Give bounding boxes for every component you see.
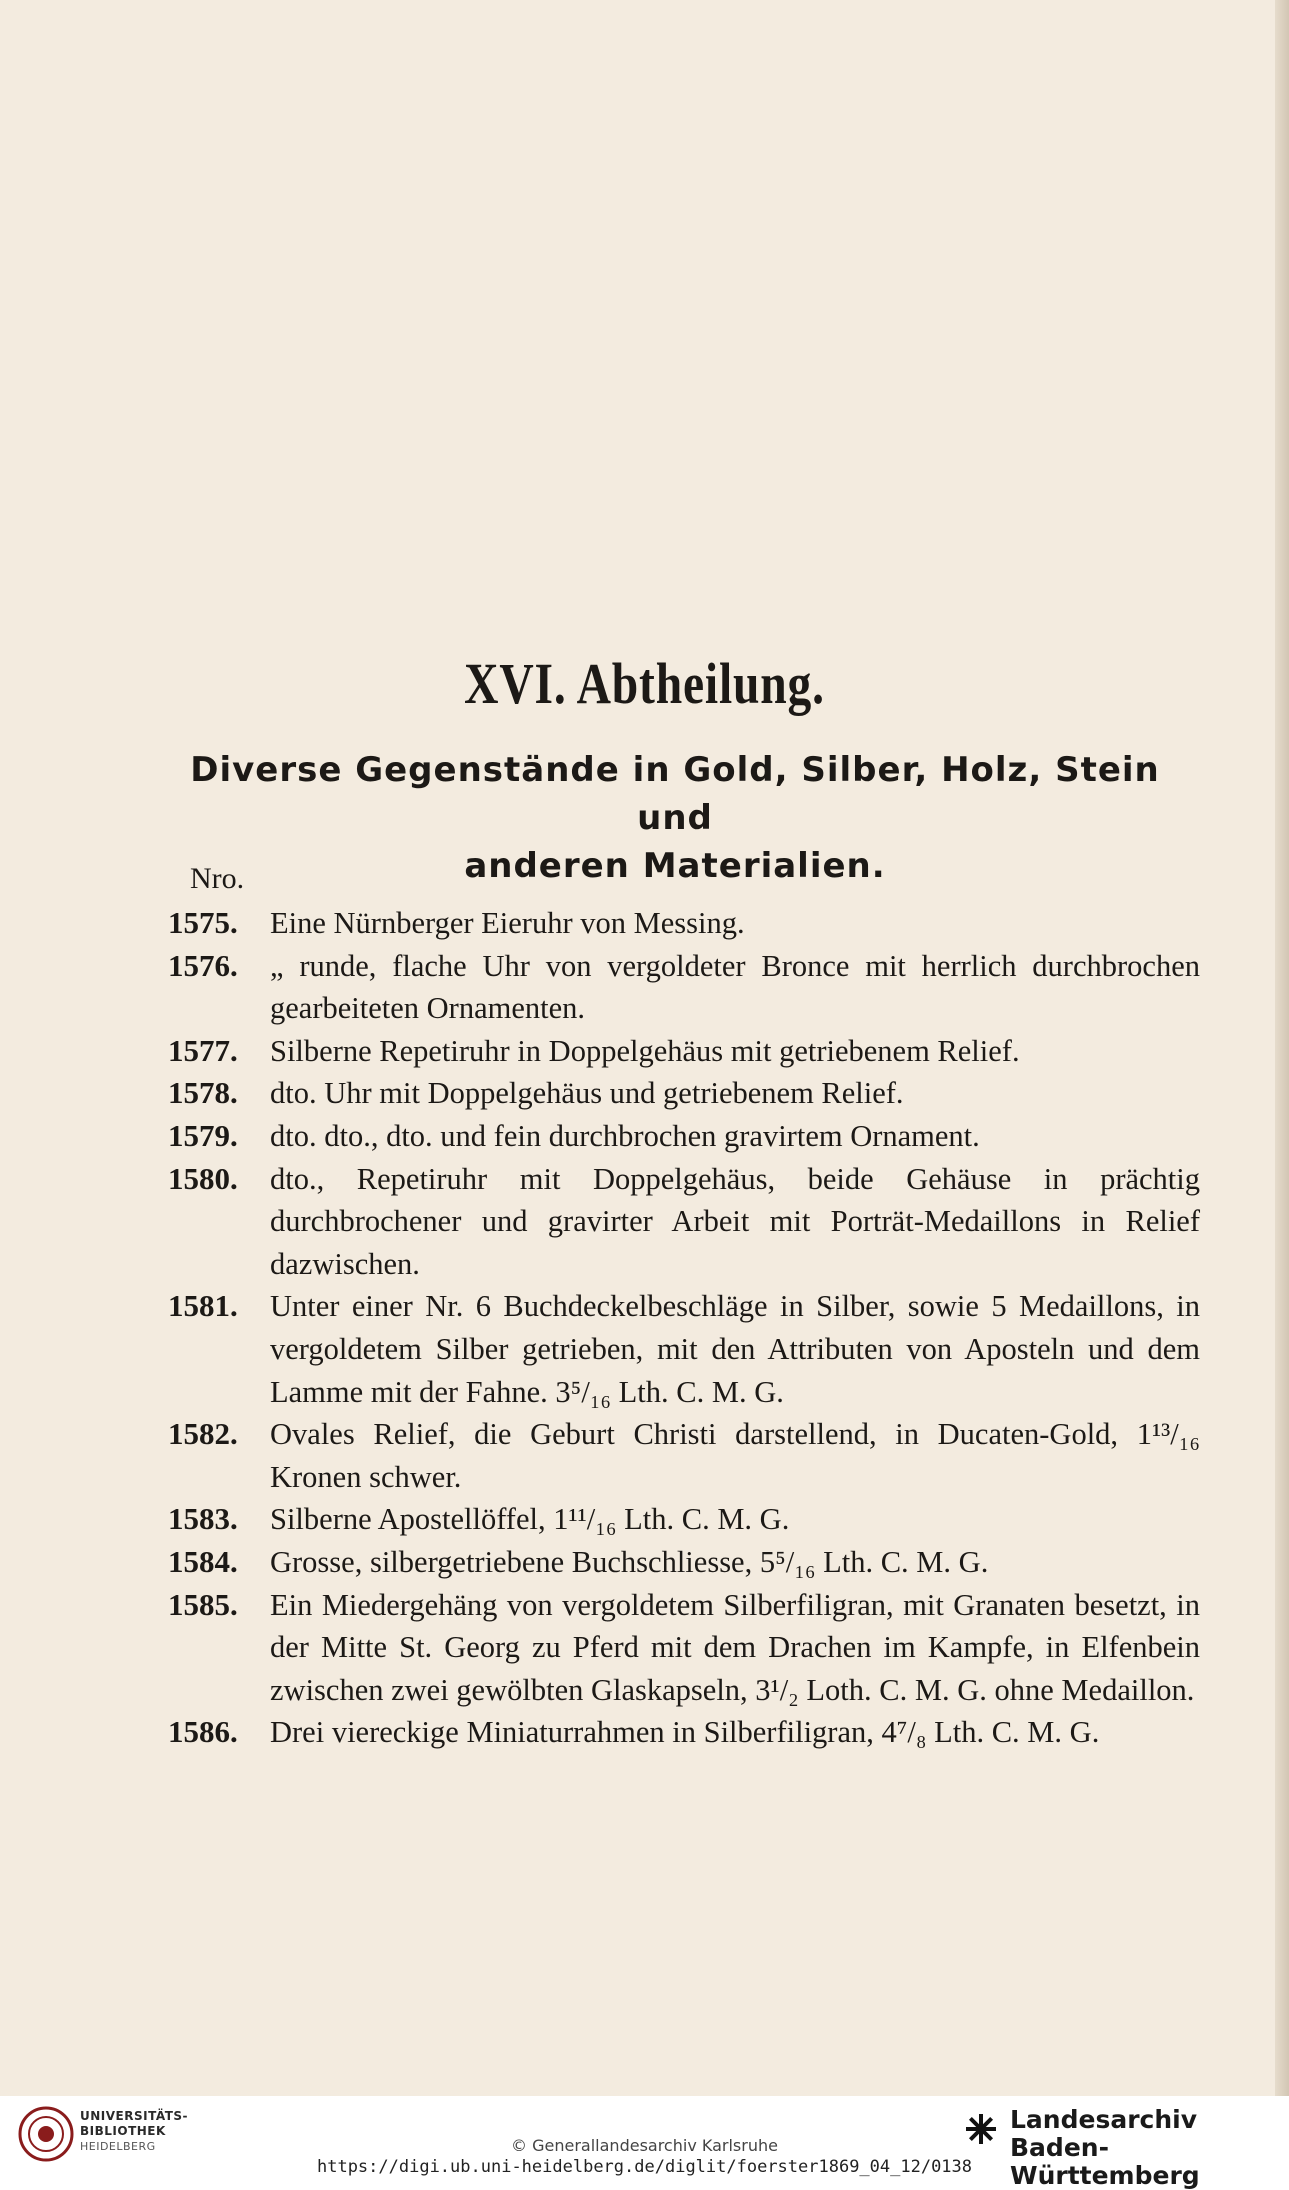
entry-description: „ runde, flache Uhr von vergoldeter Bronce mit herrlich durchbrochen gearbeiteten Ornamenten. xyxy=(270,948,1200,1026)
catalogue-entry xyxy=(168,1285,1200,1413)
landesarchiv-name xyxy=(1010,2106,1289,2190)
catalogue-entry xyxy=(168,1072,1200,1115)
entry-description: Grosse, silbergetriebene Buchschliesse, 5⁵/₁₆ Lth. C. M. G. xyxy=(270,1544,989,1579)
entry-number: 1584. xyxy=(168,1543,238,1579)
entry-number: 1575. xyxy=(168,905,238,940)
landesarchiv-line-1: Landesarchiv xyxy=(1010,2105,1198,2134)
entry-description: Unter einer Nr. 6 Buchdeckelbeschläge in Silber, sowie 5 Medaillons, in vergoldetem Silber getrieben, mit den Attributen von Aposteln und dem Lamme mit der Fahne. 3⁵/₁₆ Lth. C. M. G. xyxy=(270,1289,1200,1409)
entry-number: 1579. xyxy=(168,1117,238,1153)
copyright-notice: © Generallandesarchiv Karlsruhe xyxy=(511,2136,778,2155)
catalogue-entry xyxy=(168,1115,1200,1158)
catalogue-entry xyxy=(168,1498,1200,1541)
landesarchiv-star-icon xyxy=(964,2112,998,2146)
entry-number: 1577. xyxy=(168,1032,238,1068)
catalogue-entries xyxy=(168,902,1200,1754)
entry-description: Ein Miedergehäng von vergoldetem Silberfiligran, mit Granaten besetzt, in der Mitte St. Georg zu Pferd mit dem Drachen im Kampfe, in Elfenbein zwischen zwei gewölbten Glaskapseln, 3¹/₂ Loth. C. M. G. ohne Medaillon. xyxy=(270,1587,1200,1707)
subheading-line-2: anderen Materialien. xyxy=(464,846,886,886)
subheading-line-1: Diverse Gegenstände in Gold, Silber, Holz, Stein und xyxy=(190,750,1160,838)
entry-description: Silberne Repetiruhr in Doppelgehäus mit getriebenem Relief. xyxy=(270,1033,1020,1068)
catalogue-entry xyxy=(168,1711,1200,1754)
catalogue-entry xyxy=(168,1584,1200,1712)
entry-number: 1586. xyxy=(168,1714,238,1750)
entry-number: 1581. xyxy=(168,1288,238,1324)
entry-description: Silberne Apostellöffel, 1¹¹/₁₆ Lth. C. M. G. xyxy=(270,1502,790,1537)
section-subheading xyxy=(150,746,1200,890)
catalogue-entry xyxy=(168,902,1200,945)
entry-number: 1582. xyxy=(168,1416,238,1452)
viewer-footer xyxy=(0,2096,1289,2190)
entry-description: Drei viereckige Miniaturrahmen in Silberfiligran, 4⁷/₈ Lth. C. M. G. xyxy=(270,1715,1100,1750)
page-edge-shadow xyxy=(1275,0,1289,2096)
catalogue-entry xyxy=(168,945,1200,1030)
page-url[interactable]: https://digi.ub.uni-heidelberg.de/diglit/foerster1869_04_12/0138 xyxy=(316,2157,973,2177)
entry-number: 1580. xyxy=(168,1160,238,1196)
library-name-line-3: HEIDELBERG xyxy=(80,2140,156,2153)
library-name-line-1: UNIVERSITÄTS- xyxy=(80,2109,189,2123)
catalogue-entry xyxy=(168,1413,1200,1498)
entry-description: Ovales Relief, die Geburt Christi darstellend, in Ducaten-Gold, 1¹³/₁₆ Kronen schwer. xyxy=(270,1417,1200,1494)
entry-description: dto. Uhr mit Doppelgehäus und getriebenem Relief. xyxy=(270,1076,904,1111)
entry-number: 1578. xyxy=(168,1075,238,1111)
entry-number: 1576. xyxy=(168,947,238,983)
column-label: Nro. xyxy=(190,862,245,895)
catalogue-entry xyxy=(168,1030,1200,1073)
entry-number: 1585. xyxy=(168,1586,238,1622)
library-name-line-2: BIBLIOTHEK xyxy=(80,2124,166,2138)
entry-description: dto., Repetiruhr mit Doppelgehäus, beide Gehäuse in prächtig durchbrochener und gravirter Arbeit mit Porträt-Medaillons in Relief dazwischen. xyxy=(270,1161,1200,1281)
entry-number: 1583. xyxy=(168,1501,238,1537)
catalogue-entry xyxy=(168,1541,1200,1584)
entry-description: dto. dto., dto. und fein durchbrochen gravirtem Ornament. xyxy=(270,1118,980,1153)
section-heading: XVI. Abtheilung. xyxy=(464,651,825,716)
catalogue-entry xyxy=(168,1158,1200,1286)
entry-description: Eine Nürnberger Eieruhr von Messing. xyxy=(270,906,745,940)
landesarchiv-line-2: Baden-Württemberg xyxy=(1010,2133,1200,2190)
